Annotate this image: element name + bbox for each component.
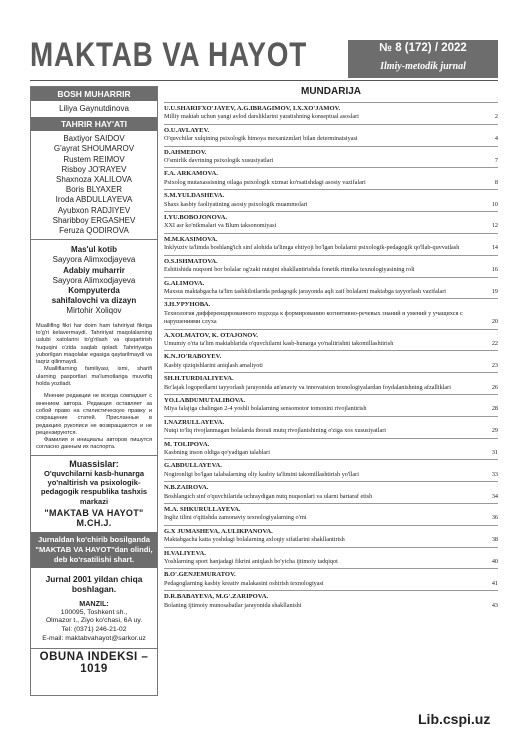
entry-title-row: [164, 362, 498, 370]
founded-note: Jurnal 2001 yildan chiqa boshlagan.: [45, 573, 143, 595]
entry-page-number: 41: [491, 579, 498, 587]
entry-title: Pedagoglarning kasbiy kreativ malakasini oshirish texnologiyasi: [164, 579, 324, 587]
founders-text: O'quvchilarni kasb-hunarga yo'naltirish va psixologik-pedagogik respublika tashxis markazi: [40, 468, 148, 506]
entry-author: M.M.KASIMOVA.: [164, 235, 218, 243]
board-member: Rustem REIMOV: [63, 154, 125, 164]
entry-title: XXI asr ko'nikmalari va Blum taksonomiyasi: [164, 222, 277, 230]
entry-author: G.ABDULLAYEVA.: [164, 462, 222, 470]
masthead: [30, 34, 498, 80]
editorial-note-uz-2: Mualliflarning familiyasi, ismi, sharifi ularning pasportlari ma'lumotlariga muvofiq holda yoziladi.: [36, 366, 152, 388]
entry-page-number: 10: [491, 200, 498, 208]
entry-title-row: [164, 201, 498, 209]
address-block: [31, 598, 157, 648]
role-name: Mirtohir Xoliqov: [66, 306, 122, 316]
contents-entry: [164, 590, 498, 612]
entry-author: D.R.BABAYEVA, M.G'.ZARIPOVA.: [164, 593, 269, 601]
entry-page-number: 36: [491, 514, 498, 522]
entry-page-number: 34: [491, 492, 498, 500]
editorial-board-heading: TAHRIR HAY'ATI: [31, 117, 157, 131]
subscription-index: OBUNA INDEKSI – 1019: [31, 648, 157, 677]
entry-title-row: [164, 222, 498, 230]
contents-entry: [164, 298, 498, 328]
contents-entry: [164, 503, 498, 525]
masthead-divider: [30, 80, 498, 81]
address-line: 100095, Toshkent sh.,: [60, 608, 128, 616]
entry-author: M.A. SHKURULLAYEVA.: [164, 506, 241, 514]
entry-title-row: [164, 536, 498, 544]
entry-author: З.Н.УРУНОВА.: [164, 301, 211, 309]
entry-title: Milliy maktab uchun yangi avlod darsliklarini yaratishning konseptual asoslari: [164, 113, 359, 121]
contents-entry: [164, 525, 498, 547]
founders-block: [31, 455, 157, 532]
address-heading: MANZIL:: [79, 598, 109, 608]
issue-number: № 8 (172) / 2022: [379, 42, 467, 54]
board-member: Risboy JO'RAYEV: [61, 164, 127, 174]
entry-title: Maktabgacha katta yoshdagi bolalarning axloqiy sifatlarini shakllantirish: [164, 536, 345, 544]
entry-author: N.B.ZAIROVA.: [164, 484, 209, 492]
entry-page-number: 12: [491, 222, 498, 230]
entry-page-number: 7: [494, 157, 498, 165]
entry-author: YO.LABDUMUTALIBOVA.: [164, 396, 246, 404]
contents-entry: [164, 459, 498, 481]
entry-page-number: 31: [491, 449, 498, 456]
entry-page-number: 16: [491, 266, 498, 274]
entry-author: SH.H.TURDIALIYEVA.: [164, 375, 234, 383]
entry-title: O'smirlik davrining psixologik xususiyatlari: [164, 157, 274, 165]
contents-entry: [164, 167, 498, 189]
contents-entry: [164, 329, 498, 351]
chief-editor-name: Liliya Gaynutdinova: [59, 104, 129, 113]
entry-title: Eshitishida nuqsoni bor bolalar og'zaki nutqini shakllantirishda fonetik ritmika texnologiyasining roli: [164, 266, 415, 274]
contents-entry: [164, 372, 498, 394]
chief-editor-heading: BOSH MUHARRIR: [31, 87, 157, 101]
entry-page-number: 26: [491, 383, 498, 391]
board-member: Baxtiyor SAIDOV: [63, 134, 125, 144]
entry-author: A.XOLMATOV, K. OTAJONOV.: [164, 331, 258, 339]
entry-title: Miya falajiga chalingan 2-4 yoshli bolalarning sensomotor tomonini rivojlantirish: [164, 405, 367, 413]
board-member: Iroda ABDULLAYEVA: [55, 195, 133, 205]
contents-entry: [164, 233, 498, 255]
entry-title: Kasbning inson oldiga qo'yadigan talablari: [164, 449, 270, 456]
entry-title: Shaxs kasbiy faoliyatining asosiy psixologik muammolari: [164, 200, 308, 208]
entry-page-number: 43: [491, 601, 498, 609]
entry-author: F.A. ARKAMOVA.: [164, 170, 218, 178]
journal-brand: MAKTAB VA HAYOT: [30, 36, 308, 74]
contents-entry: [164, 277, 498, 299]
entry-author: O.U.AVLAYEV.: [164, 126, 210, 134]
entry-page-number: 14: [491, 244, 498, 252]
founders-heading: Muassislar:: [69, 458, 119, 469]
entry-page-number: 8: [494, 178, 498, 186]
entry-title: Maxsus maktabgacha ta'lim tashkilotlarida pedagogik jarayonda aqli zaif bolalarni maktabga tayyorlash vazifalari: [164, 287, 447, 295]
entry-title-row: [164, 558, 498, 566]
entry-author: I.YU.BOBOJONOVA.: [164, 214, 228, 222]
entry-title: Bolaning ijtimoiy munosabatlar jarayonida shakllanishi: [164, 601, 302, 609]
staff-roles: [31, 239, 157, 319]
phone-number: Tel: (0371) 246-21-02: [61, 626, 127, 634]
entry-author: M. TOLIPOVA.: [164, 440, 210, 448]
board-member: G'ayrat SHOUMAROV: [53, 144, 135, 154]
email-address: E-mail: maktabvahayot@sarkor.uz: [42, 634, 146, 642]
entry-title-row: [164, 580, 498, 588]
contents-entry: [164, 189, 498, 211]
board-member: Shaxnoza XALILOVA: [56, 175, 132, 185]
entry-title-row: [164, 514, 498, 522]
board-member: Feruza QODIROVA: [59, 226, 129, 236]
entry-author: S.M.YULDASHEVA.: [164, 192, 225, 200]
entry-page-number: 2: [494, 113, 498, 121]
editorial-note-ru-2: Фамилия и инициалы авторов пишутся согласно данным их паспорта.: [36, 437, 152, 451]
entry-author: I.NAZRULLAYEVA.: [164, 418, 225, 426]
entry-title-row: [164, 493, 498, 501]
entry-page-number: 29: [491, 427, 498, 435]
entry-title-row: [164, 179, 498, 187]
editorial-board-list: [31, 131, 157, 239]
entry-author: G.ALIMOVA.: [164, 279, 205, 287]
entry-title-row: [164, 266, 498, 274]
contents-entry: [164, 481, 498, 503]
contents-entry: [164, 438, 498, 460]
entry-page-number: 23: [491, 361, 498, 369]
entry-title: Nogironligi bo'lgan talabalarning oliy kasbiy ta'limini takomillashtirish yo'llari: [164, 470, 359, 478]
entry-author: G.X JUMASHEVA, A.ULIKPANOVA.: [164, 527, 273, 535]
board-member: Ayubxon RADJIYEV: [57, 205, 131, 215]
contents-entry: [164, 394, 498, 416]
entry-title-row: [164, 384, 498, 392]
board-member: Sharibboy ERGASHEV: [52, 215, 136, 225]
contents-entry: [164, 416, 498, 438]
entry-title: Kasbiy qiziqishlarini aniqlash amaliyoti: [164, 361, 263, 369]
founder-logo: "MAKTAB VA HAYOT" M.CH.J.: [44, 507, 144, 528]
entry-author: B.O'.GENJEMURATOV.: [164, 571, 236, 579]
entry-title-row: [164, 471, 498, 479]
role-name: Sayyora Alimxodjayeva: [52, 255, 136, 265]
editorial-note-ru: Мнение редакции не всегда совпадает с мнением автора. Редакция оставляет за собой право на стилистическую правку и сокращение статей. Присланные в редакцию рукописи не возвращаются и не рецензируются.: [36, 393, 152, 436]
entry-title: Boshlangich sinf o'quvchilarida uchraydigan nutq nuqsonlari va ularni bartaraf etish: [164, 492, 373, 500]
entry-page-number: 19: [491, 287, 498, 295]
entry-title: Ingliz tilini o'qitishda zamonaviy texnologiyalarning o'rni: [164, 514, 307, 522]
journal-subtitle: Ilmiy-metodik jurnal: [380, 61, 466, 72]
editorial-note-uz: Mualliflng fikri har doim ham tahririyat fikriga to'g'ri kelavermaydi. Tahririyat maqolalarning uslubi xatolarini to'g'rilash va qisqartirish huquqini o'zida saqlab qoladi. Tahririyatga yuborilgan maqolalar egasiga qaytarilmaydi va taqriz qilinmaydi.: [36, 322, 152, 366]
contents-entry: [164, 211, 498, 233]
entry-title-row: [164, 113, 498, 121]
entry-title-row: [164, 449, 498, 457]
issue-box: [348, 40, 498, 78]
entry-page-number: 28: [491, 405, 498, 413]
entry-author: U.U.SHARIFXO'JAYEV, A.G.IBRAGIMOV, I.X.XO'JAMOV.: [164, 105, 341, 112]
entry-title: Umumiy o'rta ta'lim maktablarida o'quvchilarni kasb-hunarga yo'naltirishni takomillashtirish: [164, 339, 394, 347]
role-label: Mas'ul kotib: [71, 245, 117, 255]
contents-entry: [164, 102, 498, 124]
entry-page-number: 40: [491, 558, 498, 566]
editorial-sidebar: [30, 86, 158, 696]
entry-author: H.VALIYEVA.: [164, 549, 206, 557]
entry-page-number: 4: [494, 135, 498, 143]
contents-entry: [164, 124, 498, 146]
entry-page-number: 38: [491, 536, 498, 544]
entry-title-row: [164, 288, 498, 296]
entry-title: Технология дифференцированного подхода к формированию когнитивно-речевых знаний и умений у учащихся с нарушениями слуха: [164, 309, 463, 326]
board-member: Boris BLYAXER: [65, 185, 123, 195]
entry-title-row: [164, 602, 498, 610]
entry-page-number: 33: [491, 470, 498, 478]
role-label: Kompyuterda sahifalovchi va dizayn: [51, 286, 137, 306]
entry-title: Nutqi to'liq rivojlanmagan bolalarda iboraii mutq rivojlanishining o'ziga xos xususiyatlari: [164, 427, 387, 435]
role-name: Sayyora Alimxodjayeva: [52, 275, 136, 285]
watermark-site: Lib.cspi.uz: [418, 711, 491, 727]
entry-title-row: [164, 340, 498, 348]
entry-title-row: [164, 135, 498, 143]
entry-title: Bo'lajak logopedlarni tayyorlash jarayonida an'anaviy va innovatsion texnologiyalardan foydalanishning afzalliklari: [164, 383, 451, 391]
entry-title: Inklyuziv ta'limda boshlang'ich sinf alohida ta'limga ehtiyoji bo'lgan bolalarni psixologik-pedagogik qo'llab-quvvatlash: [164, 244, 460, 252]
entry-title-row: [164, 244, 498, 252]
entry-title: Psixolog mutaxassisning oilaga psixologik xizmat ko'rsatishdagi asosiy vazifalari: [164, 178, 366, 186]
entry-title-row: [164, 157, 498, 165]
contents-heading: MUNDARIJA: [301, 86, 361, 97]
entry-author: D.AHMEDOV.: [164, 148, 207, 156]
entry-author: O.S.ISHMATOVA.: [164, 257, 218, 265]
address-line: Olmazor t., Ziyo ko'chasi, 6A uy.: [45, 617, 143, 625]
contents-list: [164, 102, 498, 612]
entry-page-number: 22: [491, 339, 498, 347]
entry-title-row: [164, 405, 498, 413]
reprint-notice: Jurnaldan ko'chirib bosilganda "MAKTAB VA HAYOT"dan olindi, deb ko'rsatilishi shart.: [31, 532, 157, 568]
entry-author: K.N.JO'RABOYEV.: [164, 353, 222, 361]
role-label: Adabiy muharrir: [63, 265, 125, 275]
entry-title-row: [164, 310, 498, 327]
entry-title: O'quvchilar xulqining psixologik himoya mexanizmlari bilan determinatsiyasi: [164, 135, 358, 143]
contents-entry: [164, 255, 498, 277]
entry-title-row: [164, 427, 498, 435]
entry-title: Yoshlarning sport hanjadagi fikrini aniqlash bo'yicha ijtimoiy tadqiqot: [164, 558, 338, 566]
contents-entry: [164, 547, 498, 569]
contents-entry: [164, 146, 498, 168]
contents-entry: [164, 350, 498, 372]
entry-page-number: 20: [491, 318, 498, 326]
contents-entry: [164, 568, 498, 590]
